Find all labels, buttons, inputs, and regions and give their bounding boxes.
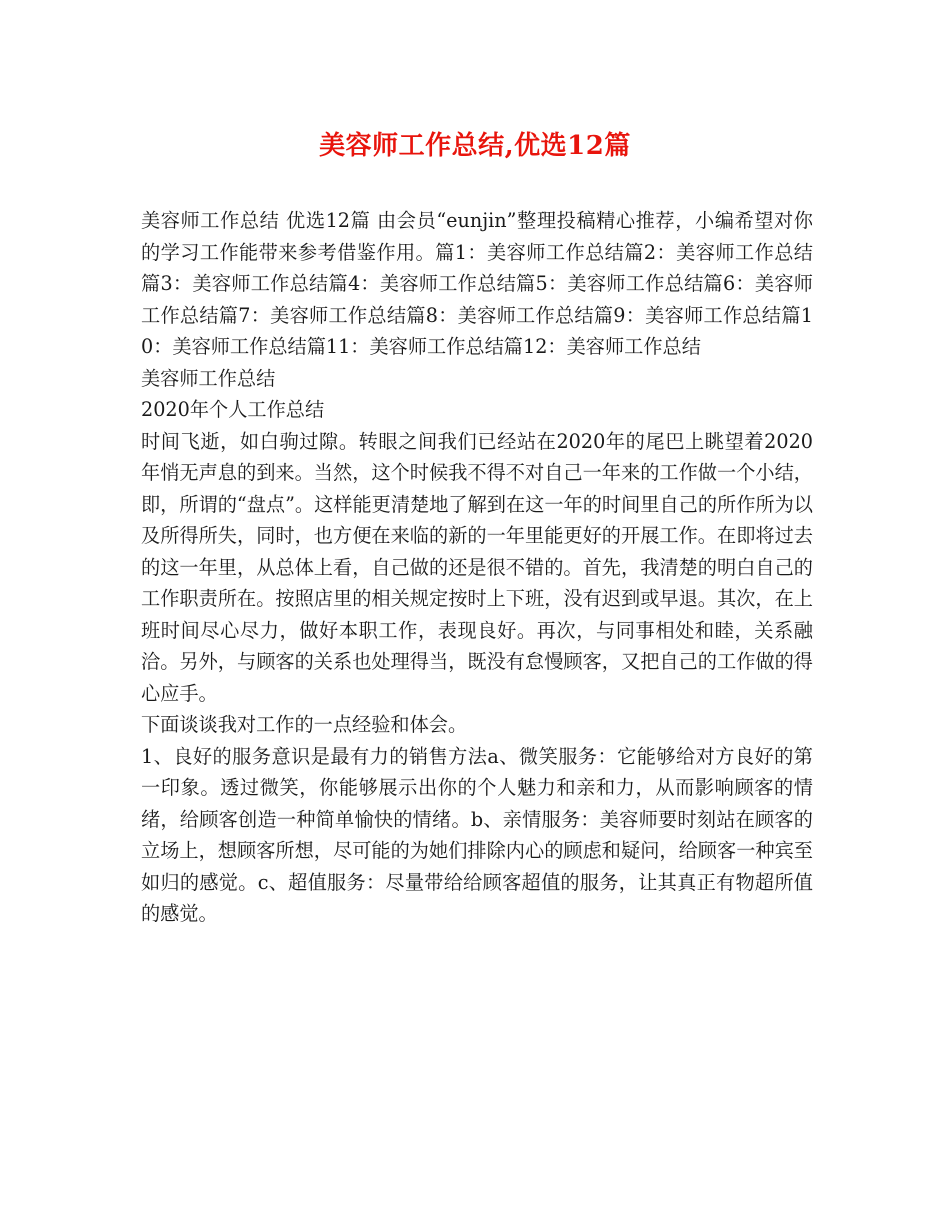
paragraph-experience-intro: 下面谈谈我对工作的一点经验和体会。: [141, 713, 468, 736]
paragraph-subheading: 2020年个人工作总结: [141, 398, 325, 421]
paragraph-summary: 时间飞逝，如白驹过隙。转眼之间我们已经站在2020年的尾巴上眺望着2020年悄无声息的到来。当然，这个时候我不得不对自己一年来的工作做一个小结，即，所谓的“盘点”。这样能更清楚地了解到在这一年的时间里自己的所作所为以及所得所失，同时，也方便在来临的新的一年里能更好的开展工作。在即将过去的这一年里，从总体上看，自己做的还是很不错的。首先，我清楚的明白自己的工作职责所在。按照店里的相关规定按时上下班，没有迟到或早退。其次，在上班时间尽心尽力，做好本职工作，表现良好。再次，与同事相处和睦，关系融洽。另外，与顾客的关系也处理得当，既没有怠慢顾客，又把自己的工作做的得心应手。: [141, 429, 813, 705]
document-title: 美容师工作总结,优选12篇: [319, 131, 631, 161]
paragraph-intro: 美容师工作总结 优选12篇 由会员“eunjin”整理投稿精心推荐，小编希望对你的学习工作能带来参考借鉴作用。篇1：美容师工作总结篇2：美容师工作总结篇3：美容师工作总结篇4：美容师工作总结篇5：美容师工作总结篇6：美容师工作总结篇7：美容师工作总结篇8：美容师工作总结篇9：美容师工作总结篇10：美容师工作总结篇11：美容师工作总结篇12：美容师工作总结: [141, 209, 813, 358]
paragraph-service: 1、良好的服务意识是最有力的销售方法a、微笑服务：它能够给对方良好的第一印象。透过微笑，你能够展示出你的个人魅力和亲和力，从而影响顾客的情绪，给顾客创造一种简单愉快的情绪。b、亲情服务：美容师要时刻站在顾客的立场上，想顾客所想，尽可能的为她们排除内心的顾虑和疑问，给顾客一种宾至如归的感觉。c、超值服务：尽量带给给顾客超值的服务，让其真正有物超所值的感觉。: [141, 744, 813, 925]
paragraph-heading: 美容师工作总结: [141, 366, 276, 390]
document-body: [141, 205, 813, 930]
